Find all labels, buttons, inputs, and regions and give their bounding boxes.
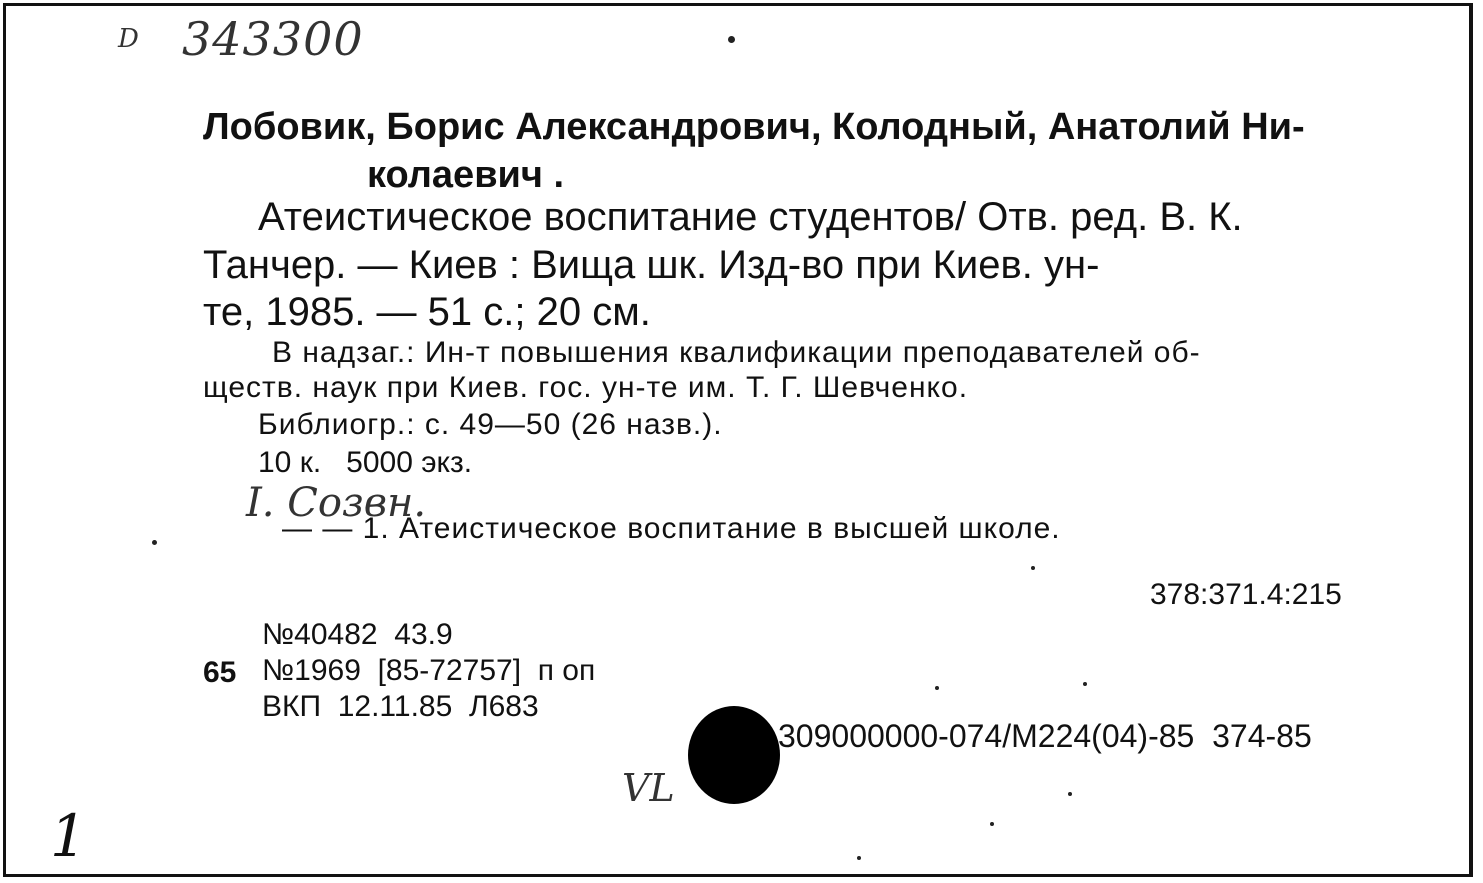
subject-heading: — — 1. Атеистическое воспитание в высшей школе. [282, 512, 1061, 545]
handwritten-annotation: I. Созвн. [246, 480, 427, 526]
author-line-1: Лобовик, Борис Александрович, Колодный, Анатолий Ни- [203, 106, 1305, 148]
ink-speck [857, 856, 861, 860]
note-line-2: ществ. наук при Киев. гос. ун-те им. Т. Г. Шевченко. [203, 371, 969, 404]
title-line-2: Танчер. — Киев : Вища шк. Изд-во при Киев. ун- [203, 243, 1100, 287]
udc-classification: 378:371.4:215 [1150, 578, 1342, 611]
accession-number: 65 [203, 656, 237, 689]
ink-speck [1083, 682, 1087, 686]
price-and-print-run: 10 к. 5000 экз. [258, 446, 473, 479]
accession-line-2: №1969 [85-72757] п оп [262, 654, 596, 687]
ink-speck [1031, 566, 1035, 570]
ink-speck [728, 36, 735, 43]
handwritten-initials: VL [622, 766, 675, 810]
title-line-3: те, 1985. — 51 с.; 20 см. [203, 290, 651, 334]
author-line-2: колаевич . [367, 154, 565, 196]
ink-speck [152, 540, 157, 545]
ink-speck [935, 686, 939, 690]
ink-speck [990, 822, 994, 826]
catalog-code: 309000000-074/М224(04)-85 374-85 [778, 718, 1312, 754]
handwritten-number: 1 [50, 802, 87, 870]
inventory-prefix: D [118, 24, 139, 54]
accession-line-3: ВКП 12.11.85 Л683 [262, 690, 539, 723]
punch-hole [688, 706, 780, 804]
inventory-number: 343300 [182, 12, 364, 66]
title-line-1: Атеистическое воспитание студентов/ Отв. ред. В. К. [258, 195, 1243, 239]
note-line-1: В надзаг.: Ин-т повышения квалификации преподавателей об- [272, 336, 1201, 369]
ink-speck [1068, 792, 1072, 796]
bibliography-note: Библиогр.: с. 49—50 (26 назв.). [258, 408, 723, 441]
accession-line-1: №40482 43.9 [262, 618, 453, 651]
